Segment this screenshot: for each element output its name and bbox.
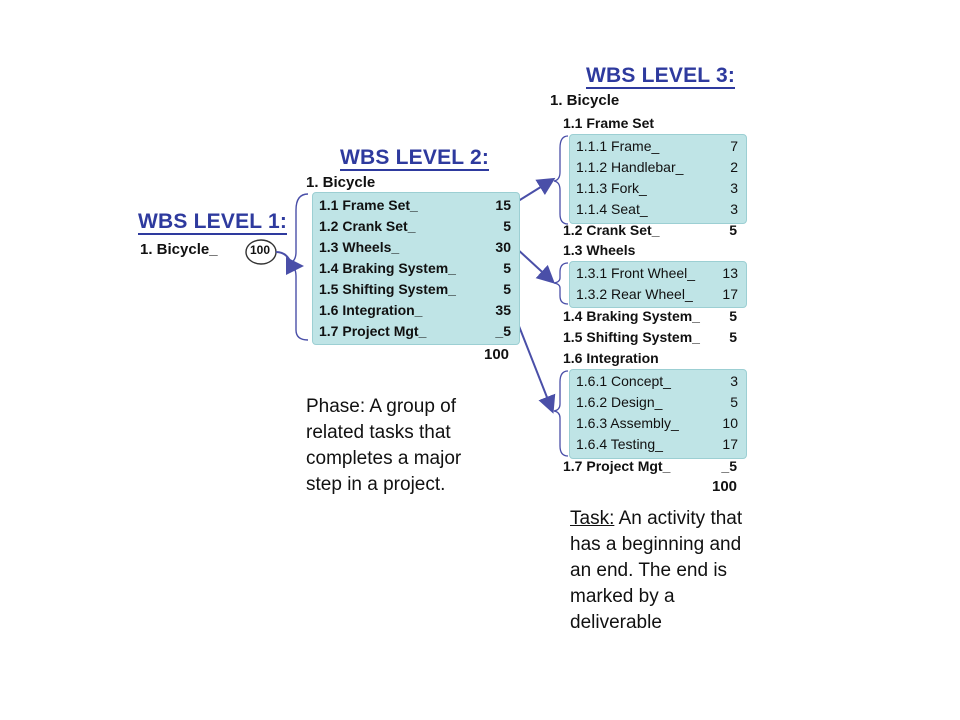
level3-total: 100 bbox=[712, 478, 738, 495]
task-term: Task: bbox=[570, 508, 615, 529]
level3-project-mgt-row: 1.7 Project Mgt_ _5 bbox=[563, 458, 737, 474]
list-item: 1.5 Shifting System_ 5 bbox=[319, 281, 511, 297]
wheel-items-box bbox=[569, 261, 747, 308]
list-item: 1.6.3 Assembly_ 10 bbox=[576, 415, 738, 431]
list-item: 1.3.1 Front Wheel_ 13 bbox=[576, 265, 738, 281]
list-item: 1.1.4 Seat_ 3 bbox=[576, 201, 738, 217]
list-item: 1.1.3 Fork_ 3 bbox=[576, 180, 738, 196]
list-item: 1.4 Braking System_ 5 bbox=[319, 260, 511, 276]
frame-items-brace bbox=[554, 136, 568, 224]
phase-line: related tasks that bbox=[306, 422, 451, 443]
list-item: 1.1.1 Frame_ 7 bbox=[576, 138, 738, 154]
level2-box bbox=[312, 192, 520, 345]
task-line: marked by a bbox=[570, 586, 675, 607]
list-item: 1.2 Crank Set_ 5 bbox=[319, 218, 511, 234]
list-item: 1.1.2 Handlebar_ 2 bbox=[576, 159, 738, 175]
task-line: deliverable bbox=[570, 612, 662, 633]
integration-items-brace bbox=[554, 371, 568, 456]
level2-title: WBS LEVEL 2: bbox=[340, 146, 490, 169]
level1-title: WBS LEVEL 1: bbox=[138, 210, 288, 233]
list-item: 1.3 Wheels_ 30 bbox=[319, 239, 511, 255]
frame-items-box bbox=[569, 134, 747, 224]
task-line: has a beginning and bbox=[570, 534, 742, 555]
level3-wheels: 1.3 Wheels bbox=[563, 242, 636, 258]
level3-integration: 1.6 Integration bbox=[563, 350, 659, 366]
integration-items-box bbox=[569, 369, 747, 459]
level2-total: 100 bbox=[484, 346, 510, 363]
frame-set-arrow bbox=[515, 180, 552, 203]
task-line: Task: An activity that bbox=[570, 508, 743, 529]
level3-braking-row: 1.4 Braking System_ 5 bbox=[563, 308, 737, 324]
level2-root: 1. Bicycle bbox=[306, 174, 376, 191]
list-item: 1.1 Frame Set_ 15 bbox=[319, 197, 511, 213]
level3-crank-row: 1.2 Crank Set_ 5 bbox=[563, 222, 737, 238]
task-definition bbox=[570, 506, 810, 636]
phase-line: step in a project. bbox=[306, 474, 446, 495]
level3-frame-set: 1.1 Frame Set bbox=[563, 115, 655, 131]
list-item: 1.6 Integration_ 35 bbox=[319, 302, 511, 318]
level3-root: 1. Bicycle bbox=[550, 92, 620, 109]
level3-title: WBS LEVEL 3: bbox=[586, 64, 736, 87]
phase-definition bbox=[306, 394, 536, 498]
list-item: 1.6.1 Concept_ 3 bbox=[576, 373, 738, 389]
wheels-arrow bbox=[515, 247, 552, 281]
list-item: 1.6.2 Design_ 5 bbox=[576, 394, 738, 410]
level1-item-value: 100 bbox=[250, 243, 271, 257]
level3-shifting-row: 1.5 Shifting System_ 5 bbox=[563, 329, 737, 345]
task-line: an end. The end is bbox=[570, 560, 728, 581]
phase-line: completes a major bbox=[306, 448, 462, 469]
list-item: 1.7 Project Mgt_ _5 bbox=[319, 323, 511, 339]
phase-line: Phase: A group of bbox=[306, 396, 457, 417]
level1-item-label: 1. Bicycle_ bbox=[140, 241, 218, 258]
list-item: 1.6.4 Testing_ 17 bbox=[576, 436, 738, 452]
list-item: 1.3.2 Rear Wheel_ 17 bbox=[576, 286, 738, 302]
wheel-items-brace bbox=[554, 263, 568, 304]
